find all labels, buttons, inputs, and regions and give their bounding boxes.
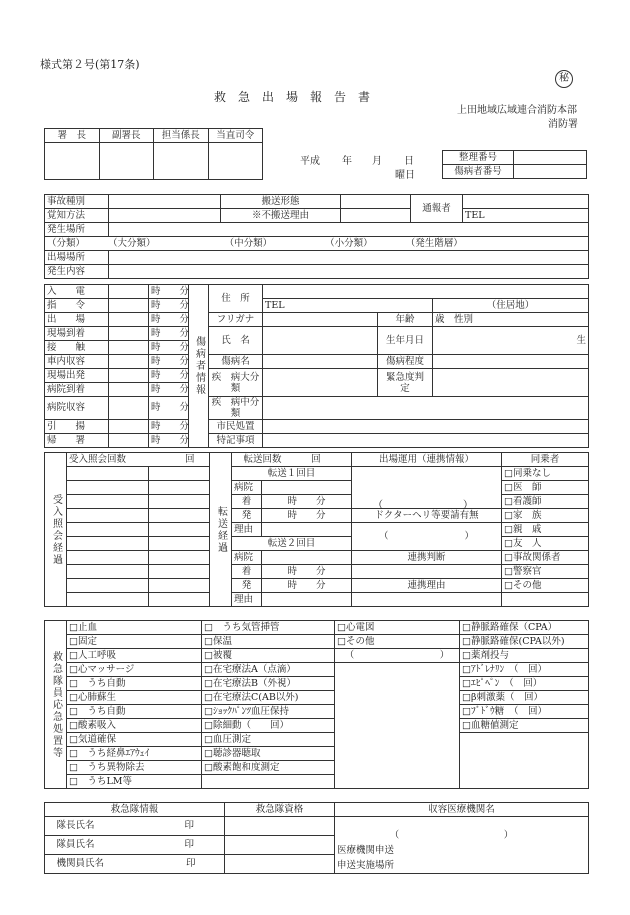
time-label-3: 現場到着 xyxy=(45,327,109,341)
treat2-0[interactable]: □ うち気管挿管 xyxy=(202,621,335,635)
transfer2-arrive-time[interactable]: 時 分 xyxy=(262,565,352,579)
acc-cell[interactable] xyxy=(149,565,210,579)
treat1-8[interactable]: □ 気道確保 xyxy=(67,733,202,747)
approval-seal-0[interactable] xyxy=(45,143,100,180)
name-label: 氏 名 xyxy=(209,327,263,355)
time-hour-7[interactable] xyxy=(109,383,149,397)
treat2-8[interactable]: □ 血圧測定 xyxy=(202,733,335,747)
ref-no-field[interactable] xyxy=(514,151,587,165)
transfer2-hospital-field[interactable] xyxy=(262,551,352,565)
transfer1-arrive-time[interactable]: 時 分 xyxy=(262,495,352,509)
treat3-1[interactable]: □ その他 xyxy=(335,635,460,649)
address-label: 住 所 xyxy=(209,285,263,313)
time-unit-2: 時 分 xyxy=(149,313,189,327)
team-qual-header: 救急隊資格 xyxy=(225,803,335,817)
treat3-0[interactable]: □ 心電図 xyxy=(335,621,460,635)
time-unit-3: 時 分 xyxy=(149,327,189,341)
treat4-3[interactable]: □ ｱﾄﾞﾚﾅﾘﾝ （ 回） xyxy=(460,663,589,677)
treat1-10[interactable]: □ うち異物除去 xyxy=(67,761,202,775)
treat1-6[interactable]: □ うち自動 xyxy=(67,705,202,719)
approval-seal-2[interactable] xyxy=(154,143,209,180)
acc-cell[interactable] xyxy=(149,467,210,481)
time-label-0: 入 電 xyxy=(45,285,109,299)
year-label: 年 xyxy=(342,156,352,167)
notes-field[interactable] xyxy=(263,434,589,448)
treat3-2[interactable]: （ ） xyxy=(335,649,460,663)
residence-label: （住居地） xyxy=(433,299,589,313)
coop-reason-field[interactable] xyxy=(352,593,502,607)
approval-head-1: 副署長 xyxy=(99,129,154,143)
treat4-1[interactable]: □ 静脈路確保(CPA以外) xyxy=(460,635,589,649)
coop-judge: 連携判断 xyxy=(352,551,502,565)
passenger-blank[interactable] xyxy=(502,593,589,607)
approval-head-3: 当直司令 xyxy=(208,129,263,143)
acc-cell[interactable] xyxy=(67,565,149,579)
acc-cell[interactable] xyxy=(149,579,210,593)
member-row[interactable]: 隊員氏名 印 xyxy=(45,836,225,855)
reporter-field[interactable] xyxy=(463,195,589,209)
form-title: 救 急 出 場 報 告 書 xyxy=(214,90,371,104)
doctor-heli: ドクターヘリ等要請有無 xyxy=(352,509,502,523)
accident-type-field[interactable] xyxy=(109,195,221,209)
injury-big-field[interactable] xyxy=(263,369,378,397)
non-transport-field[interactable] xyxy=(341,209,411,223)
acceptance-count: 受入照会回数 回 xyxy=(67,453,210,467)
day-label: 日 xyxy=(404,156,414,167)
injury-mid-field[interactable] xyxy=(263,397,589,420)
reporter-label: 通報者 xyxy=(411,195,463,223)
acc-cell[interactable] xyxy=(149,481,210,495)
treat4-blank[interactable] xyxy=(460,733,589,789)
category-mid: （中分類） xyxy=(224,237,273,249)
time-hour-3[interactable] xyxy=(109,327,149,341)
acc-cell[interactable] xyxy=(149,537,210,551)
address-tel: TEL xyxy=(263,299,433,313)
transfer2-arrive: 着 xyxy=(232,565,262,579)
urgency-label: 緊急度判 定 xyxy=(378,369,433,397)
furigana-label: フリガナ xyxy=(209,313,263,327)
furigana-field[interactable] xyxy=(263,313,378,327)
citizen-care-field[interactable] xyxy=(263,420,589,434)
coop-reason: 連携理由 xyxy=(352,579,502,593)
time-label-7: 病院到着 xyxy=(45,383,109,397)
category-label: （分類） xyxy=(47,237,86,249)
treat2-1[interactable]: □ 保温 xyxy=(202,635,335,649)
time-label-1: 指 令 xyxy=(45,299,109,313)
transfer2-hospital: 病院 xyxy=(232,551,262,565)
transfer2-reason-field[interactable] xyxy=(262,593,352,607)
member-qual[interactable] xyxy=(225,836,335,855)
passenger-5[interactable]: □ 友 人 xyxy=(502,537,589,551)
place-label: 発生場所 xyxy=(45,223,109,237)
treat2-4[interactable]: □ 在宅療法B（外視） xyxy=(202,677,335,691)
acc-cell[interactable] xyxy=(67,495,149,509)
age-sex: 歳 性別 xyxy=(433,313,589,327)
transfer1-reason: 理由 xyxy=(232,523,262,537)
treat4-4[interactable]: □ ｴﾋﾟﾍﾟﾝ （ 回） xyxy=(460,677,589,691)
content-field[interactable] xyxy=(109,265,589,279)
content-label: 発生内容 xyxy=(45,265,109,279)
time-label-6: 現場出発 xyxy=(45,369,109,383)
acc-cell[interactable] xyxy=(67,579,149,593)
treat1-4[interactable]: □ うち自動 xyxy=(67,677,202,691)
transfer-count: 転送回数 回 xyxy=(232,453,352,467)
department: 消防署 xyxy=(548,119,578,130)
acc-cell[interactable] xyxy=(67,467,149,481)
time-unit-4: 時 分 xyxy=(149,341,189,355)
time-unit-6: 時 分 xyxy=(149,369,189,383)
injury-name-label: 傷病名 xyxy=(209,355,263,369)
patient-no-field[interactable] xyxy=(514,165,587,179)
transfer1-depart-time[interactable]: 時 分 xyxy=(262,509,352,523)
category-big: （大分類） xyxy=(108,237,156,249)
treat1-2[interactable]: □ 人工呼吸 xyxy=(67,649,202,663)
dispatch-place-field[interactable] xyxy=(109,251,589,265)
time-hour-0[interactable] xyxy=(109,285,149,299)
operation-paren-2: （ ） xyxy=(352,523,502,551)
acc-cell[interactable] xyxy=(67,537,149,551)
treat1-7[interactable]: □ 酸素吸入 xyxy=(67,719,202,733)
time-hour-5[interactable] xyxy=(109,355,149,369)
time-hour-6[interactable] xyxy=(109,369,149,383)
treatment-table xyxy=(44,620,589,789)
acc-cell[interactable] xyxy=(67,509,149,523)
severity-label: 傷病程度 xyxy=(378,355,433,369)
non-transport-label: ※不搬送理由 xyxy=(221,209,341,223)
time-hour-8[interactable] xyxy=(109,397,149,420)
urgency-field[interactable] xyxy=(433,369,589,397)
time-unit-10: 時 分 xyxy=(149,434,189,448)
passenger-3[interactable]: □ 家 族 xyxy=(502,509,589,523)
birth-suffix: 生 xyxy=(433,327,589,355)
transport-form-field[interactable] xyxy=(341,195,411,209)
team-info-header: 救急隊情報 xyxy=(45,803,225,817)
approval-seal-3[interactable] xyxy=(208,143,263,180)
address-field[interactable] xyxy=(263,285,589,299)
treat2-blank[interactable] xyxy=(202,775,335,789)
passenger-1[interactable]: □ 医 師 xyxy=(502,481,589,495)
treat1-3[interactable]: □ 心マッサージ xyxy=(67,663,202,677)
acc-cell[interactable] xyxy=(149,523,210,537)
time-hour-1[interactable] xyxy=(109,299,149,313)
leader-row[interactable]: 隊長氏名 印 xyxy=(45,817,225,836)
secret-stamp: 秘 xyxy=(555,70,573,88)
ref-no-label: 整理番号 xyxy=(443,151,514,165)
acc-cell[interactable] xyxy=(67,551,149,565)
notice-method-label: 覚知方法 xyxy=(45,209,109,223)
injury-name-field[interactable] xyxy=(263,355,378,369)
birth-label: 生年月日 xyxy=(378,327,433,355)
patient-side-label: 傷病者情報 xyxy=(189,285,209,448)
time-unit-7: 時 分 xyxy=(149,383,189,397)
age-label: 年齢 xyxy=(378,313,433,327)
acc-cell[interactable] xyxy=(67,593,149,607)
passenger-8[interactable]: □ その他 xyxy=(502,579,589,593)
treat1-1[interactable]: □ 固定 xyxy=(67,635,202,649)
time-unit-8: 時 分 xyxy=(149,397,189,420)
notice-method-field[interactable] xyxy=(109,209,221,223)
operation-header: 出場運用（連携情報） xyxy=(352,453,502,467)
operator-qual[interactable] xyxy=(225,855,335,874)
reporter-tel: TEL xyxy=(463,209,589,223)
time-hour-10[interactable] xyxy=(109,434,149,448)
acc-cell[interactable] xyxy=(67,523,149,537)
acc-cell[interactable] xyxy=(149,593,210,607)
passenger-2[interactable]: □ 看護師 xyxy=(502,495,589,509)
transfer1-reason-field[interactable] xyxy=(262,523,352,537)
weekday-label: 曜日 xyxy=(395,170,415,181)
treat1-5[interactable]: □ 心肺蘇生 xyxy=(67,691,202,705)
operator-row[interactable]: 機関員氏名 印 xyxy=(45,855,225,874)
transfer-first: 転送１回目 xyxy=(232,467,352,481)
severity-field[interactable] xyxy=(433,355,589,369)
time-unit-1: 時 分 xyxy=(149,299,189,313)
notes-label: 特記事項 xyxy=(209,434,263,448)
incident-table xyxy=(44,194,589,279)
citizen-care-label: 市民処置 xyxy=(209,420,263,434)
treat2-7[interactable]: □ 除細動（ 回） xyxy=(202,719,335,733)
approval-head-0: 署 長 xyxy=(45,129,100,143)
hospital-name-header: 収容医療機関名 xyxy=(335,803,589,817)
place-field[interactable] xyxy=(109,223,589,237)
name-field[interactable] xyxy=(263,327,378,355)
acc-cell[interactable] xyxy=(149,495,210,509)
passenger-0[interactable]: □ 同乗なし xyxy=(502,467,589,481)
style-number: 様式第２号(第17条) xyxy=(40,58,140,71)
treat2-3[interactable]: □ 在宅療法A（点滴） xyxy=(202,663,335,677)
treat2-10[interactable]: □ 酸素飽和度測定 xyxy=(202,761,335,775)
time-label-10: 帰 署 xyxy=(45,434,109,448)
acc-cell[interactable] xyxy=(67,481,149,495)
transfer1-depart: 発 xyxy=(232,509,262,523)
time-label-4: 接 触 xyxy=(45,341,109,355)
injury-big-label: 疾 病大分類 xyxy=(209,369,263,397)
dispatch-place-label: 出場場所 xyxy=(45,251,109,265)
acc-cell[interactable] xyxy=(149,509,210,523)
transfer2-depart-time[interactable]: 時 分 xyxy=(262,579,352,593)
treat4-0[interactable]: □ 静脈路確保（CPA） xyxy=(460,621,589,635)
treat2-5[interactable]: □ 在宅療法C(AB以外) xyxy=(202,691,335,705)
time-hour-2[interactable] xyxy=(109,313,149,327)
treat2-9[interactable]: □ 聴診器聴取 xyxy=(202,747,335,761)
treatment-side-label: 救急隊員応急処置等 xyxy=(45,621,67,789)
treat4-2[interactable]: □ 薬剤投与 xyxy=(460,649,589,663)
passenger-4[interactable]: □ 親 戚 xyxy=(502,523,589,537)
approval-head-2: 担当係長 xyxy=(154,129,209,143)
number-table xyxy=(442,150,587,179)
treat4-5[interactable]: □ β刺激薬（ 回） xyxy=(460,691,589,705)
time-hour-9[interactable] xyxy=(109,420,149,434)
approval-seal-1[interactable] xyxy=(99,143,154,180)
accident-type-label: 事故種別 xyxy=(45,195,109,209)
time-label-9: 引 揚 xyxy=(45,420,109,434)
times-patient-table xyxy=(44,284,589,448)
treat3-blank[interactable] xyxy=(335,663,460,789)
hospital-block[interactable]: （ ） 医療機関申送 申送実施場所 xyxy=(335,817,589,874)
time-label-8: 病院収容 xyxy=(45,397,109,420)
transfer-side-label: 転送経過 xyxy=(210,453,232,607)
transfer2-depart: 発 xyxy=(232,579,262,593)
time-unit-5: 時 分 xyxy=(149,355,189,369)
time-hour-4[interactable] xyxy=(109,341,149,355)
organization: 上田地域広域連合消防本部 xyxy=(457,105,577,116)
transfer1-hospital-field[interactable] xyxy=(262,481,352,495)
time-unit-9: 時 分 xyxy=(149,420,189,434)
footer-table xyxy=(44,802,589,874)
treat2-6[interactable]: □ ｼｮｯｸﾊﾟﾝﾂ血圧保持 xyxy=(202,705,335,719)
transfer-table xyxy=(44,452,589,607)
transfer2-reason: 理由 xyxy=(232,593,262,607)
acc-cell[interactable] xyxy=(149,551,210,565)
transfer1-arrive: 着 xyxy=(232,495,262,509)
era: 平成 xyxy=(300,156,320,167)
treat1-0[interactable]: □ 止血 xyxy=(67,621,202,635)
category-small: （小分類） xyxy=(325,237,373,249)
month-label: 月 xyxy=(372,156,382,167)
time-unit-0: 時 分 xyxy=(149,285,189,299)
patient-no-label: 傷病者番号 xyxy=(443,165,514,179)
operation-paren-1: （ ） xyxy=(373,500,473,511)
treat2-2[interactable]: □ 被覆 xyxy=(202,649,335,663)
passengers-header: 同乗者 xyxy=(502,453,589,467)
passenger-6[interactable]: □ 事故関係者 xyxy=(502,551,589,565)
time-label-2: 出 場 xyxy=(45,313,109,327)
coop-judge-field[interactable] xyxy=(352,565,502,579)
passenger-7[interactable]: □ 警察官 xyxy=(502,565,589,579)
treat4-6[interactable]: □ ﾌﾞﾄﾞｳ糖 （ 回） xyxy=(460,705,589,719)
time-label-5: 車内収容 xyxy=(45,355,109,369)
injury-mid-label: 疾 病中分類 xyxy=(209,397,263,420)
transfer1-hospital: 病院 xyxy=(232,481,262,495)
acceptance-side-label: 受入照会経過 xyxy=(45,453,67,607)
treat1-9[interactable]: □ うち経鼻ｴｱｳｪｲ xyxy=(67,747,202,761)
treat1-11[interactable]: □ うちLM等 xyxy=(67,775,202,789)
approval-table xyxy=(44,128,263,180)
transfer-second: 転送２回目 xyxy=(232,537,352,551)
category-floor: （発生階層） xyxy=(405,237,463,249)
transport-form-label: 搬送形態 xyxy=(221,195,341,209)
treat4-7[interactable]: □ 血糖値測定 xyxy=(460,719,589,733)
